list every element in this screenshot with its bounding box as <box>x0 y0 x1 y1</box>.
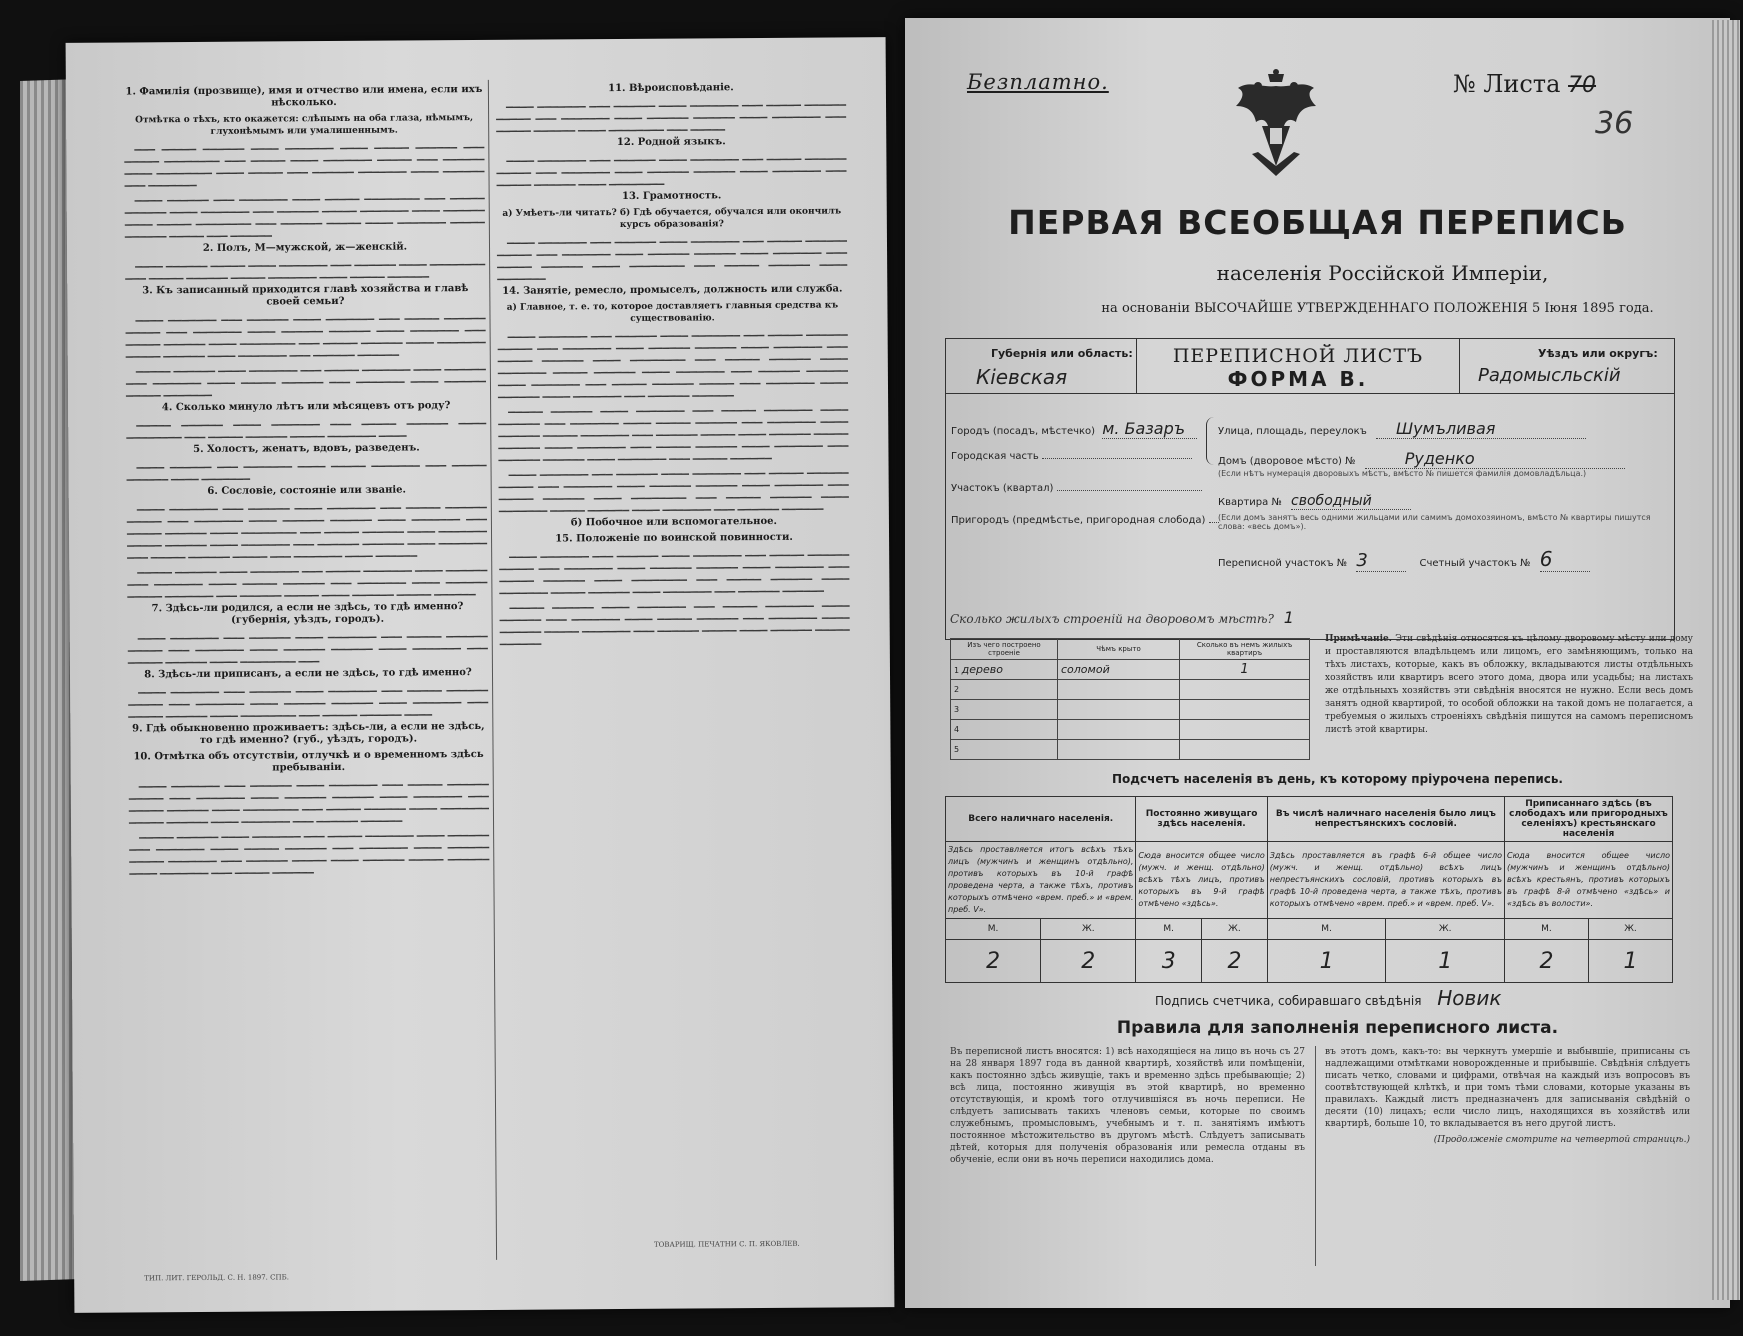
section-title: 10. Отмѣтка объ отсутствіи, отлучкѣ и о временномъ здѣсь пребываніи. <box>133 748 484 774</box>
section-title: 13. Грамотность. <box>621 190 722 202</box>
section-title: 15. Положеніе по воинской повинности. <box>555 531 793 545</box>
count-value: 3 <box>1136 940 1202 983</box>
sheet-number-handwritten: 36 <box>1595 106 1634 141</box>
count-value: 1 <box>1267 940 1386 983</box>
table-header-row <box>951 639 1310 660</box>
province-cell <box>946 339 1136 393</box>
section-title: 3. Къ записанный приходится главѣ хозяйства и главѣ своей семьи? <box>142 283 469 308</box>
section-subtitle: а) Умѣетъ-ли читать? б) Гдѣ обучается, обучался или окончилъ курсъ образованія? <box>502 206 842 231</box>
column-header: Постоянно живущаго здѣсь населенія. <box>1136 797 1267 842</box>
sex-label-row: М. Ж. М. Ж. М. Ж. М. Ж. <box>946 919 1673 940</box>
apartment-value: свободный <box>1291 493 1411 510</box>
table-row: 2 <box>951 680 1310 700</box>
note-block <box>1325 633 1693 737</box>
census-district-field <box>1218 547 1590 572</box>
city-part-label: Городская часть <box>951 451 1039 462</box>
suburb-field <box>951 515 1219 526</box>
page-title: ПЕРВАЯ ВСЕОБЩАЯ ПЕРЕПИСЬ <box>1008 203 1627 242</box>
section-subtitle: Отмѣтка о тѣхъ, кто окажется: слѣпымъ на оба глаза, нѣмымъ, глухонѣмымъ или умалишеннымъ. <box>135 113 474 137</box>
section-title: 9. Гдѣ обыкновенно проживаетъ: здѣсь-ли, а если не здѣсь, то гдѣ именно? (губ., уѣздъ, городъ). <box>132 720 485 746</box>
apartment-note: (Если домъ занятъ весь одними жильцами или самимъ домохозяиномъ, вмѣсто № квартиры пишутся слова: «весь домъ»). <box>1218 513 1651 531</box>
table-row: 3 <box>951 700 1310 720</box>
column-description: Сюда вносится общее число (мужчинъ и женщинъ отдѣльно) всѣхъ крестьянъ, противъ которыхъ въ графѣ 8-й отмѣчено «здѣсь» и «здѣсь въ волости». <box>1504 842 1672 919</box>
count-district-label: Счетный участокъ № <box>1419 558 1531 569</box>
town-field <box>951 419 1197 439</box>
right-page <box>905 18 1730 1308</box>
rules-column-b <box>1325 1046 1690 1146</box>
count-value: 2 <box>1202 940 1268 983</box>
dwellings-question-text: Сколько жилыхъ строеній на дворовомъ мѣстѣ? <box>950 612 1274 626</box>
column-header: Всего наличнаго населенія. <box>946 797 1136 842</box>
city-part-field <box>951 451 1192 462</box>
apartment-label: Квартира № <box>1218 497 1282 508</box>
section-label: Участокъ (квартал) <box>951 483 1054 494</box>
form-header-row <box>946 339 1674 394</box>
double-headed-eagle-icon <box>1232 66 1320 186</box>
column-description: Здѣсь проставляется въ графѣ 6-й общее число (мужч. и женщ. отдѣльно) всѣхъ лицъ непрестъянскихъ сословій, противъ которыхъ въ графѣ 10-й проведена черта, а также тѣхъ, противъ которыхъ отмѣчено «врем. преб.» и «врем. преб. V». <box>1267 842 1504 919</box>
street-value: Шумъливая <box>1376 419 1586 439</box>
free-label: Безплатно. <box>967 70 1109 94</box>
printer-imprint: ТОВАРИЩ. ПЕЧАТНИ С. П. ЯКОВЛЕВ. <box>653 1239 800 1249</box>
count-value: 2 <box>1041 940 1136 983</box>
house-value: Руденко <box>1365 449 1625 469</box>
left-page <box>66 37 895 1313</box>
house-note: (Если нѣтъ нумерація дворовыхъ мѣстъ, вмѣсто № пишется фамилія домовладѣльца.) <box>1218 469 1587 478</box>
column-description: Сюда вносится общее число (мужч. и женщ. отдѣльно) всѣхъ тѣхъ лицъ, противъ которыхъ въ 9-й графѣ отмѣчено «здѣсь». <box>1136 842 1267 919</box>
census-form-box <box>945 338 1675 640</box>
left-column-b: 11. Вѣроисповѣданіе. ▁▁▁▁ ▁▁▁▁▁▁▁ ▁▁▁ ▁▁▁▁▁▁ ▁▁▁▁ ▁▁▁▁▁▁▁ ▁▁▁ ▁▁▁▁▁ ▁▁▁▁▁▁ ▁▁▁▁▁ ▁▁▁ ▁▁▁▁▁▁▁ ▁▁▁▁ ▁▁▁▁▁▁ ▁▁▁▁▁▁ ▁▁▁▁ ▁▁▁▁▁▁▁ ▁▁▁ ▁▁▁▁▁ ▁▁▁▁▁▁ ▁▁▁▁ ▁▁▁▁▁▁▁▁ ▁▁▁ ▁▁▁▁▁ 12. Родной языкъ. ▁▁▁▁ ▁▁▁▁▁▁▁ ▁▁▁ ▁▁▁▁▁▁ ▁▁▁▁ ▁▁▁▁▁▁▁ ▁▁▁ ▁▁▁▁▁ ▁▁▁▁▁▁ ▁▁▁▁▁ ▁▁▁ ▁▁▁▁▁▁▁ ▁▁▁▁ ▁▁▁▁▁▁ ▁▁▁▁▁▁ ▁▁▁▁ ▁▁▁▁▁▁▁ ▁▁▁ ▁▁▁▁▁ ▁▁▁▁▁▁ ▁▁▁▁ ▁▁▁▁▁▁▁▁ 13. Грамотность. а) Умѣетъ-ли читать? б) Гдѣ обучается, обучался или окончилъ курсъ образованія? ▁▁▁▁ ▁▁▁▁▁▁▁ ▁▁▁ ▁▁▁▁▁▁ ▁▁▁▁ ▁▁▁▁▁▁▁ ▁▁▁ ▁▁▁▁▁ ▁▁▁▁▁▁ ▁▁▁▁▁ ▁▁▁ ▁▁▁▁▁▁▁ ▁▁▁▁ ▁▁▁▁▁▁ ▁▁▁▁▁▁ ▁▁▁▁ ▁▁▁▁▁▁▁ ▁▁▁ ▁▁▁▁▁ ▁▁▁▁▁▁ ▁▁▁▁ ▁▁▁▁▁▁▁▁ ▁▁▁ ▁▁▁▁▁ ▁▁▁▁▁▁ ▁▁▁▁ ▁▁▁▁▁▁▁ 14. Занятіе, ремесло, промыселъ, должность или служба. а) Главное, т. е. то, которое доставляетъ главныя средства къ существованію. ▁▁▁▁ ▁▁▁▁▁▁▁ ▁▁▁ ▁▁▁▁▁▁ ▁▁▁▁ ▁▁▁▁▁▁▁ ▁▁▁ ▁▁▁▁▁ ▁▁▁▁▁▁ ▁▁▁▁▁ ▁▁▁ ▁▁▁▁▁▁▁ ▁▁▁▁ ▁▁▁▁▁▁ ▁▁▁▁▁▁ ▁▁▁▁ ▁▁▁▁▁▁▁ ▁▁▁ ▁▁▁▁▁ ▁▁▁▁▁▁ ▁▁▁▁ ▁▁▁▁▁▁▁▁ ▁▁▁ ▁▁▁▁▁ ▁▁▁▁▁▁ ▁▁▁▁ ▁▁▁▁▁▁▁ ▁▁▁▁▁ ▁▁▁▁▁▁ ▁▁▁▁ ▁▁▁▁▁▁▁ ▁▁▁ ▁▁▁▁▁▁ ▁▁▁▁▁▁ ▁▁▁▁ ▁▁▁▁▁▁▁ ▁▁▁ ▁▁▁▁▁ ▁▁▁▁▁▁ ▁▁▁▁▁ ▁▁▁ ▁▁▁▁▁▁▁ ▁▁▁▁ ▁▁▁▁▁▁ ▁▁▁▁ ▁▁▁▁▁▁▁ ▁▁▁ ▁▁▁▁▁▁ ▁▁▁▁▁▁ ▁▁▁▁▁ ▁▁▁▁▁▁ ▁▁▁▁ ▁▁▁▁▁▁▁ ▁▁▁ ▁▁▁▁▁ ▁▁▁▁▁▁▁ ▁▁▁▁ ▁▁▁▁▁▁ ▁▁▁ ▁▁▁▁▁▁▁ ▁▁▁▁ ▁▁▁▁▁ ▁▁▁▁▁▁ ▁▁▁ ▁▁▁▁▁▁▁ ▁▁▁▁ ▁▁▁▁▁▁ ▁▁▁▁▁ ▁▁▁▁▁▁▁ ▁▁▁ ▁▁▁▁▁▁ ▁▁▁▁▁ ▁▁▁▁ ▁▁▁▁▁▁ ▁▁▁▁▁ ▁▁▁▁▁▁ ▁▁▁▁ ▁▁▁▁▁▁▁ ▁▁▁ ▁▁▁▁▁ ▁▁▁▁▁▁ ▁▁▁▁ ▁▁▁▁▁▁▁ ▁▁▁ ▁▁▁▁▁▁ ▁▁▁▁▁▁ ▁▁▁▁ ▁▁▁▁▁▁▁ ▁▁▁ ▁▁▁▁▁ ▁▁▁▁▁▁ ▁▁▁▁ ▁▁▁▁▁▁▁ ▁▁▁ ▁▁▁▁▁▁ ▁▁▁▁ ▁▁▁▁▁▁▁ ▁▁▁ ▁▁▁▁▁ ▁▁▁▁▁▁ ▁▁▁▁▁ ▁▁▁ ▁▁▁▁▁▁▁ ▁▁▁▁ ▁▁▁▁▁▁ ▁▁▁▁▁▁ ▁▁▁▁ ▁▁▁▁▁▁▁ ▁▁▁ ▁▁▁▁▁ ▁▁▁▁▁▁ ▁▁▁▁ ▁▁▁▁▁▁▁▁ ▁▁▁ ▁▁▁▁▁ ▁▁▁▁▁▁ ▁▁▁▁ ▁▁▁▁▁▁▁ ▁▁▁▁▁ ▁▁▁▁▁▁ ▁▁▁▁ ▁▁▁▁▁▁▁ ▁▁▁ ▁▁▁▁▁▁ ▁▁▁▁▁▁ б) Побочное или вспомогательное. 15. Положеніе по воинской повинности. ▁▁▁▁ ▁▁▁▁▁▁▁ ▁▁▁ ▁▁▁▁▁▁ ▁▁▁▁ ▁▁▁▁▁▁▁ ▁▁▁ ▁▁▁▁▁ ▁▁▁▁▁▁ ▁▁▁▁▁ ▁▁▁ ▁▁▁▁▁▁▁ ▁▁▁▁ ▁▁▁▁▁▁ ▁▁▁▁▁▁ ▁▁▁▁ ▁▁▁▁▁▁▁ ▁▁▁ ▁▁▁▁▁ ▁▁▁▁▁▁ ▁▁▁▁ ▁▁▁▁▁▁▁▁ ▁▁▁ ▁▁▁▁▁ ▁▁▁▁▁▁ ▁▁▁▁ ▁▁▁▁▁▁▁ ▁▁▁▁▁ ▁▁▁▁▁▁ ▁▁▁▁ ▁▁▁▁▁▁▁ ▁▁▁ ▁▁▁▁▁▁ ▁▁▁▁▁▁ ▁▁▁▁▁ ▁▁▁▁▁▁ ▁▁▁▁ ▁▁▁▁▁▁▁ ▁▁▁ ▁▁▁▁▁ ▁▁▁▁▁▁▁ ▁▁▁▁ ▁▁▁▁▁▁ ▁▁▁ ▁▁▁▁▁▁▁ ▁▁▁▁ ▁▁▁▁▁ ▁▁▁▁▁▁ ▁▁▁ ▁▁▁▁▁▁▁ ▁▁▁▁ ▁▁▁▁▁▁ ▁▁▁▁▁ ▁▁▁▁▁▁▁ ▁▁▁ ▁▁▁▁▁▁ ▁▁▁▁▁ ▁▁▁▁ ▁▁▁▁▁▁ ▁▁▁▁▁ ▁▁▁▁▁▁ <box>496 82 850 646</box>
district-label: Уѣздъ или округъ: <box>1538 347 1658 360</box>
column-header: Изъ чего построено строеніе <box>951 639 1058 660</box>
section-title: 4. Сколько минуло лѣтъ или мѣсяцевъ отъ роду? <box>161 400 451 414</box>
rules-text: въ этотъ домъ, какъ-то: вы черкнутъ умершіе и выбывшіе, приписаны съ надлежащими отмѣтками новорожденные и прибывшіе. Свѣдѣнія слѣдуетъ писать четко, словами и цифрами, отвѣчая на каждый изъ вопросовъ въ соотвѣтствующей клѣткѣ, и при томъ тѣми словами, которые указаны въ правилахъ. Каждый листъ предназначенъ для записыванія свѣдѣній о десяти (10) лицахъ; если число лицъ, находящихся въ хозяйствѣ или квартирѣ, больше 10, то вкладывается въ него другой листъ. <box>1325 1047 1690 1129</box>
column-divider <box>1315 1046 1316 1266</box>
signature-label: Подпись счетчика, собиравшаго свѣдѣнія <box>1155 994 1422 1008</box>
note-text: Эти свѣдѣнія относятся къ цѣлому дворовому мѣсту или дому и проставляются владѣльцемъ или лицомъ, его замѣняющимъ, только на тѣхъ листахъ, которые, какъ въ обложку, вкладываются листы отдѣльныхъ хозяйствъ или квартиръ всего этого дома, двора или усадьбы; на листахъ же отдѣльныхъ хозяйствъ эти свѣдѣнія вносятся не нужно. Если весь домъ занятъ одной квартирой, то особой обложки на такой домъ не полагается, а требуемыя о жилыхъ строеніяхъ свѣдѣнія пишутся на самомъ переписномъ листѣ этой квартиры. <box>1325 634 1693 735</box>
count-value: 2 <box>1504 940 1588 983</box>
form-title-cell <box>1136 339 1460 393</box>
roof-value: соломой <box>1058 660 1180 680</box>
left-column-a: 1. Фамилія (прозвище), имя и отчество или имена, если ихъ нѣсколько. Отмѣтка о тѣхъ, кто окажется: слѣпымъ на оба глаза, нѣмымъ, глухонѣмымъ или умалишеннымъ. ▁▁▁ ▁▁▁▁▁ ▁▁▁▁▁▁ ▁▁▁▁ ▁▁▁▁▁▁▁ ▁▁▁▁ ▁▁▁▁▁ ▁▁▁▁▁▁ ▁▁▁ ▁▁▁▁▁ ▁▁▁▁▁▁▁▁ ▁▁▁ ▁▁▁▁▁ ▁▁▁▁ ▁▁▁▁▁▁▁ ▁▁▁▁▁ ▁▁▁ ▁▁▁▁▁▁ ▁▁▁▁ ▁▁▁▁▁▁▁▁ ▁▁▁▁ ▁▁▁▁▁ ▁▁▁ ▁▁▁▁▁▁ ▁▁▁▁▁▁▁ ▁▁▁▁ ▁▁▁▁▁▁ ▁▁▁ ▁▁▁▁▁▁▁ ▁▁▁▁ ▁▁▁▁▁▁ ▁▁▁ ▁▁▁▁▁▁▁ ▁▁▁▁ ▁▁▁▁▁ ▁▁▁▁▁▁▁▁ ▁▁▁ ▁▁▁▁▁ ▁▁▁▁▁▁ ▁▁▁▁ ▁▁▁▁▁▁▁ ▁▁▁ ▁▁▁▁▁▁ ▁▁▁▁▁ ▁▁▁▁▁▁▁ ▁▁▁▁ ▁▁▁▁▁▁ ▁▁▁▁ ▁▁▁▁▁ ▁▁▁▁▁▁▁▁ ▁▁▁ ▁▁▁▁▁▁ ▁▁▁▁▁ ▁▁▁▁ ▁▁▁▁▁▁▁ ▁▁▁▁▁ ▁▁▁▁▁▁ ▁▁▁▁▁ ▁▁▁ ▁▁▁▁▁▁ 2. Полъ, М—мужской, ж—женскій. ▁▁▁▁ ▁▁▁▁▁▁ ▁▁▁▁▁ ▁▁▁▁ ▁▁▁▁▁▁▁ ▁▁▁ ▁▁▁▁▁▁ ▁▁▁▁ ▁▁▁▁▁▁▁▁ ▁▁▁ ▁▁▁▁▁ ▁▁▁▁▁▁ ▁▁▁▁▁ ▁▁▁▁▁▁▁ ▁▁▁▁ ▁▁▁▁▁ ▁▁▁▁▁▁ 3. Къ записанный приходится главѣ хозяйства и главѣ своей семьи? ▁▁▁▁ ▁▁▁▁▁▁▁ ▁▁▁ ▁▁▁▁▁▁ ▁▁▁▁ ▁▁▁▁▁▁▁ ▁▁▁ ▁▁▁▁▁ ▁▁▁▁▁▁ ▁▁▁▁▁ ▁▁▁ ▁▁▁▁▁▁▁ ▁▁▁▁ ▁▁▁▁▁▁ ▁▁▁▁▁▁ ▁▁▁▁ ▁▁▁▁▁▁▁ ▁▁▁ ▁▁▁▁▁ ▁▁▁▁▁▁ ▁▁▁▁ ▁▁▁▁▁▁▁▁ ▁▁▁ ▁▁▁▁▁ ▁▁▁▁▁▁ ▁▁▁▁ ▁▁▁▁▁▁▁ ▁▁▁▁▁ ▁▁▁▁▁▁ ▁▁▁▁ ▁▁▁▁▁▁▁ ▁▁▁ ▁▁▁▁▁▁ ▁▁▁▁▁▁ ▁▁▁▁▁ ▁▁▁▁▁▁ ▁▁▁▁ ▁▁▁▁▁▁▁ ▁▁▁ ▁▁▁▁▁ ▁▁▁▁▁▁▁ ▁▁▁▁ ▁▁▁▁▁▁ ▁▁▁ ▁▁▁▁▁▁▁ ▁▁▁▁ ▁▁▁▁▁ ▁▁▁▁▁▁ ▁▁▁ ▁▁▁▁▁▁▁ ▁▁▁▁ ▁▁▁▁▁▁ ▁▁▁▁▁ ▁▁▁▁▁▁▁ 4. Сколько минуло лѣтъ или мѣсяцевъ отъ роду? ▁▁▁▁▁ ▁▁▁▁▁▁ ▁▁▁▁ ▁▁▁▁▁▁▁ ▁▁▁ ▁▁▁▁▁ ▁▁▁▁▁▁ ▁▁▁▁ ▁▁▁▁▁▁▁▁ ▁▁▁ ▁▁▁▁▁ ▁▁▁▁▁▁ ▁▁▁▁▁ ▁▁▁▁▁▁▁ ▁▁▁▁ 5. Холостъ, женатъ, вдовъ, разведенъ. ▁▁▁▁ ▁▁▁▁▁▁ ▁▁▁ ▁▁▁▁▁▁▁ ▁▁▁▁ ▁▁▁▁▁ ▁▁▁▁▁▁▁ ▁▁▁ ▁▁▁▁▁ ▁▁▁▁▁▁ ▁▁▁▁ ▁▁▁▁▁▁▁ 6. Сословіе, состояніе или званіе. ▁▁▁▁ ▁▁▁▁▁▁▁ ▁▁▁ ▁▁▁▁▁▁ ▁▁▁▁ ▁▁▁▁▁▁▁ ▁▁▁ ▁▁▁▁▁ ▁▁▁▁▁▁ ▁▁▁▁▁ ▁▁▁ ▁▁▁▁▁▁▁ ▁▁▁▁ ▁▁▁▁▁▁ ▁▁▁▁▁▁ ▁▁▁▁ ▁▁▁▁▁▁▁ ▁▁▁ ▁▁▁▁▁ ▁▁▁▁▁▁ ▁▁▁▁ ▁▁▁▁▁▁▁▁ ▁▁▁ ▁▁▁▁▁ ▁▁▁▁▁▁ ▁▁▁▁ ▁▁▁▁▁▁▁ ▁▁▁▁▁ ▁▁▁▁▁▁ ▁▁▁▁ ▁▁▁▁▁▁▁ ▁▁▁ ▁▁▁▁▁▁ ▁▁▁▁▁▁ ▁▁▁▁ ▁▁▁▁▁▁▁ ▁▁▁ ▁▁▁▁▁ ▁▁▁▁▁▁ ▁▁▁▁▁ ▁▁▁ ▁▁▁▁▁▁▁ ▁▁▁▁ ▁▁▁▁▁▁ ▁▁▁▁▁ ▁▁▁▁▁▁ ▁▁▁▁ ▁▁▁▁▁▁▁ ▁▁▁ ▁▁▁▁▁ ▁▁▁▁▁▁▁ ▁▁▁▁ ▁▁▁▁▁▁ ▁▁▁ ▁▁▁▁▁▁▁ ▁▁▁▁ ▁▁▁▁▁ ▁▁▁▁▁▁ ▁▁▁ ▁▁▁▁▁▁▁ ▁▁▁▁ ▁▁▁▁▁▁ ▁▁▁▁▁ ▁▁▁▁▁▁▁ ▁▁▁ ▁▁▁▁▁▁ ▁▁▁▁▁ ▁▁▁▁ ▁▁▁▁▁▁ ▁▁▁▁▁ ▁▁▁▁▁▁ 7. Здѣсь-ли родился, а если не здѣсь, то гдѣ именно? (губернія, уѣздъ, городъ). ▁▁▁▁ ▁▁▁▁▁▁▁ ▁▁▁ ▁▁▁▁▁▁ ▁▁▁▁ ▁▁▁▁▁▁▁ ▁▁▁ ▁▁▁▁▁ ▁▁▁▁▁▁ ▁▁▁▁▁ ▁▁▁ ▁▁▁▁▁▁▁ ▁▁▁▁ ▁▁▁▁▁▁ ▁▁▁▁▁▁ ▁▁▁▁ ▁▁▁▁▁▁▁ ▁▁▁ ▁▁▁▁▁ ▁▁▁▁▁▁ ▁▁▁▁ ▁▁▁▁▁▁▁▁ ▁▁▁ 8. Здѣсь-ли приписанъ, а если не здѣсь, то гдѣ именно? ▁▁▁▁ ▁▁▁▁▁▁▁ ▁▁▁ ▁▁▁▁▁▁ ▁▁▁▁ ▁▁▁▁▁▁▁ ▁▁▁ ▁▁▁▁▁ ▁▁▁▁▁▁ ▁▁▁▁▁ ▁▁▁ ▁▁▁▁▁▁▁ ▁▁▁▁ ▁▁▁▁▁▁ ▁▁▁▁▁▁ ▁▁▁▁ ▁▁▁▁▁▁▁ ▁▁▁ ▁▁▁▁▁ ▁▁▁▁▁▁ ▁▁▁▁ ▁▁▁▁▁▁▁▁ ▁▁▁ ▁▁▁▁▁ ▁▁▁▁▁▁ ▁▁▁▁ 9. Гдѣ обыкновенно проживаетъ: здѣсь-ли, а если не здѣсь, то гдѣ именно? (губ., уѣздъ, городъ). 10. Отмѣтка объ отсутствіи, отлучкѣ и о временномъ здѣсь пребываніи. ▁▁▁▁ ▁▁▁▁▁▁▁ ▁▁▁ ▁▁▁▁▁▁ ▁▁▁▁ ▁▁▁▁▁▁▁ ▁▁▁ ▁▁▁▁▁ ▁▁▁▁▁▁ ▁▁▁▁▁ ▁▁▁ ▁▁▁▁▁▁▁ ▁▁▁▁ ▁▁▁▁▁▁ ▁▁▁▁▁▁ ▁▁▁▁ ▁▁▁▁▁▁▁ ▁▁▁ ▁▁▁▁▁ ▁▁▁▁▁▁ ▁▁▁▁ ▁▁▁▁▁▁▁▁ ▁▁▁ ▁▁▁▁▁ ▁▁▁▁▁▁ ▁▁▁▁ ▁▁▁▁▁▁▁ ▁▁▁▁▁ ▁▁▁▁▁▁ ▁▁▁▁ ▁▁▁▁▁▁▁ ▁▁▁ ▁▁▁▁▁▁ ▁▁▁▁▁▁ ▁▁▁▁▁ ▁▁▁▁▁▁ ▁▁▁▁ ▁▁▁▁▁▁▁ ▁▁▁ ▁▁▁▁▁ ▁▁▁▁▁▁▁ ▁▁▁▁ ▁▁▁▁▁▁ ▁▁▁ ▁▁▁▁▁▁▁ ▁▁▁▁ ▁▁▁▁▁ ▁▁▁▁▁▁ ▁▁▁ ▁▁▁▁▁▁▁ ▁▁▁▁ ▁▁▁▁▁▁ ▁▁▁▁▁ ▁▁▁▁▁▁▁ ▁▁▁ ▁▁▁▁▁▁ ▁▁▁▁▁ ▁▁▁▁ ▁▁▁▁▁▁ ▁▁▁▁▁ ▁▁▁▁▁▁ ▁▁▁▁ ▁▁▁▁▁▁▁ ▁▁▁ ▁▁▁▁▁ ▁▁▁▁▁▁ <box>124 83 490 876</box>
section-title: 5. Холостъ, женатъ, вдовъ, разведенъ. <box>193 442 420 455</box>
section-title: 1. Фамилія (прозвище), имя и отчество или имена, если ихъ нѣсколько. <box>125 83 483 109</box>
section-title: 2. Полъ, М—мужской, ж—женскій. <box>202 241 408 254</box>
section-title: 14. Занятіе, ремесло, промыселъ, должность или служба. <box>502 283 843 297</box>
material-value: дерево <box>961 663 1003 676</box>
town-label: Городъ (посадъ, мѣстечко) <box>951 426 1096 437</box>
count-value: 1 <box>1386 940 1505 983</box>
sheet-number-label: № Листа <box>1453 70 1561 98</box>
form-title: ПЕРЕПИСНОЙ ЛИСТЪ <box>1172 345 1424 367</box>
column-header: Чѣмъ крыто <box>1058 639 1180 660</box>
section-title: 8. Здѣсь-ли приписанъ, а если не здѣсь, то гдѣ именно? <box>144 667 472 681</box>
suburb-label: Пригородъ (предмѣстье, пригородная слобода) <box>951 515 1206 526</box>
rules-title: Правила для заполненія переписного листа. <box>1116 1018 1559 1038</box>
column-description: Здѣсь проставляется итогъ всѣхъ тѣхъ лицъ (мужчинъ и женщинъ отдѣльно), противъ которыхъ въ 10-й графѣ проведена черта, а также тѣхъ, противъ которыхъ отмѣчено «врем. преб.» и «врем. преб. V». <box>946 842 1136 919</box>
rules-column-a: Въ переписной листъ вносятся: 1) всѣ находящіеся на лицо въ ночь съ 27 на 28 января 1897 года въ данной квартирѣ, хозяйствѣ или помѣщеніи, какъ постоянно здѣсь живущіе, такъ и временно здѣсь пребывающіе; 2) всѣ лица, постоянно живущія въ этой квартирѣ, но временно отсутствующія, и кромѣ того отлучившіяся въ ночь переписи. Не слѣдуетъ записывать такихъ членовъ семьи, которые по своимъ служебнымъ, промысловымъ, учебнымъ и т. п. занятіямъ имѣютъ постоянное мѣстожительство въ другомъ мѣстѣ. Слѣдуетъ записывать дѣтей, которыя для полученія образованія или ремесла отданы въ обученіе, если они въ ночь переписи находились дома. <box>950 1047 1305 1165</box>
page-subtitle: населенія Россійской Имперіи, <box>1216 261 1549 285</box>
population-count-table <box>945 796 1673 983</box>
house-label: Домъ (дворовое мѣсто) № <box>1218 456 1356 467</box>
signature-value: Новик <box>1437 986 1502 1010</box>
census-district-label: Переписной участокъ № <box>1218 558 1348 569</box>
body-text-block: ▁▁▁ ▁▁▁▁▁ ▁▁▁▁▁▁ ▁▁▁▁ ▁▁▁▁▁▁▁ ▁▁▁▁ ▁▁▁▁▁ ▁▁▁▁▁▁ ▁▁▁ ▁▁▁▁▁ ▁▁▁▁▁▁▁▁ ▁▁▁ ▁▁▁▁▁ ▁▁▁▁ ▁▁▁▁▁▁▁ ▁▁▁▁▁ ▁▁▁ ▁▁▁▁▁▁ ▁▁▁▁ ▁▁▁▁▁▁▁▁ ▁▁▁▁ ▁▁▁▁▁ ▁▁▁ ▁▁▁▁▁▁ ▁▁▁▁▁▁▁ ▁▁▁▁ ▁▁▁▁▁▁ ▁▁▁ ▁▁▁▁▁▁▁ ▁▁▁▁ ▁▁▁▁▁▁ ▁▁▁ ▁▁▁▁▁▁▁ ▁▁▁▁ ▁▁▁▁▁ ▁▁▁▁▁▁▁▁ ▁▁▁ ▁▁▁▁▁ ▁▁▁▁▁▁ ▁▁▁▁ ▁▁▁▁▁▁▁ ▁▁▁ ▁▁▁▁▁▁ ▁▁▁▁▁ ▁▁▁▁▁▁▁ ▁▁▁▁ ▁▁▁▁▁▁ ▁▁▁▁ ▁▁▁▁▁ ▁▁▁▁▁▁▁▁ ▁▁▁ ▁▁▁▁▁▁ ▁▁▁▁▁ ▁▁▁▁ ▁▁▁▁▁▁▁ ▁▁▁▁▁ ▁▁▁▁▁▁ ▁▁▁▁▁ ▁▁▁ ▁▁▁▁▁▁ <box>124 138 485 239</box>
table-row <box>946 940 1673 983</box>
dwellings-question <box>950 608 1294 627</box>
district-value: Радомысльскій <box>1478 365 1621 386</box>
district-cell <box>1458 339 1674 393</box>
count-district-value: 6 <box>1540 547 1590 572</box>
census-district-value: 3 <box>1356 550 1406 572</box>
section-title: б) Побочное или вспомогательное. <box>570 515 778 529</box>
section-field <box>951 483 1202 494</box>
column-header: Сколько въ немъ жилыхъ квартиръ <box>1180 639 1310 660</box>
note-label: Примѣчаніе. <box>1325 634 1392 644</box>
buildings-table <box>950 638 1310 760</box>
address-right <box>1208 393 1674 639</box>
legal-basis: на основаніи ВЫСОЧАЙШЕ УТВЕРЖДЕННАГО ПОЛОЖЕНІЯ 5 Іюня 1895 года. <box>1101 301 1654 316</box>
section-title: 11. Вѣроисповѣданіе. <box>608 82 734 95</box>
address-left <box>946 393 1208 639</box>
house-field <box>1218 449 1625 469</box>
section-title: 12. Родной языкъ. <box>616 136 726 149</box>
table-row: 1 дерево соломой 1 <box>951 660 1310 680</box>
count-title: Подсчетъ населенія въ день, къ которому пріурочена перепись. <box>1112 772 1563 786</box>
street-label: Улица, площадь, переулокъ <box>1218 426 1367 437</box>
apartment-field <box>1218 493 1411 510</box>
enumerator-signature <box>1155 986 1501 1010</box>
column-divider <box>488 80 497 1260</box>
page-edges-right <box>1712 20 1740 1300</box>
apartments-value: 1 <box>1180 660 1310 680</box>
column-header: Приписаннаго здѣсь (въ слободахъ или пригородныхъ селеніяхъ) крестьянскаго населенія <box>1504 797 1672 842</box>
column-header: Въ числѣ наличнаго населенія было лицъ непрестъянскихъ сословій. <box>1267 797 1504 842</box>
street-field <box>1218 419 1586 439</box>
table-description-row <box>946 842 1673 919</box>
section-subtitle: а) Главное, т. е. то, которое доставляетъ главныя средства къ существованію. <box>506 300 839 324</box>
section-title: 7. Здѣсь-ли родился, а если не здѣсь, то гдѣ именно? (губернія, уѣздъ, городъ). <box>151 601 464 626</box>
dwellings-value: 1 <box>1283 608 1294 627</box>
sheet-number-struck: 70 <box>1568 73 1597 98</box>
town-value: м. Базаръ <box>1102 419 1197 439</box>
count-value: 2 <box>946 940 1041 983</box>
table-row: 5 <box>951 740 1310 760</box>
form-type: ФОРМА В. <box>1227 367 1369 391</box>
printer-imprint: ТИП. ЛИТ. ГЕРОЛЬД. С. Н. 1897. СПБ. <box>144 1273 289 1283</box>
province-label: Губернія или область: <box>991 347 1133 360</box>
rules-footer: (Продолженіе смотрите на четвертой страницѣ.) <box>1433 1135 1690 1145</box>
count-value: 1 <box>1588 940 1672 983</box>
province-value: Кіевская <box>976 365 1068 389</box>
table-row: 4 <box>951 720 1310 740</box>
sheet-number <box>1453 70 1596 98</box>
table-header-row <box>946 797 1673 842</box>
section-title: 6. Сословіе, состояніе или званіе. <box>207 484 407 497</box>
